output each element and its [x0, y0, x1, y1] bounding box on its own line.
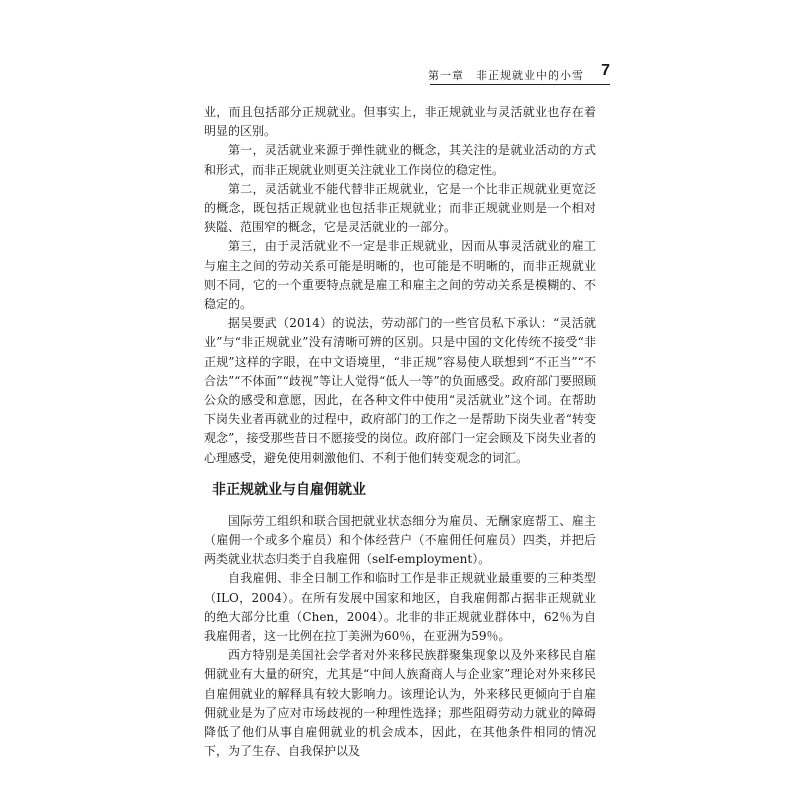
header-rule	[430, 84, 610, 85]
section-heading: 非正规就业与自雇佣就业	[212, 481, 366, 498]
page-header	[430, 62, 610, 84]
page-body	[204, 103, 596, 762]
paragraph-wu-yaowu: 据吴要武（2014）的说法，劳动部门的一些官员私下承认：“灵活就业”与“非正规就业”没有清晰可辨的区别。只是中国的文化传统不接受“非正规”这样的字眼，在中文语境里，“非正规”容易使人联想到“不正当”“不合法”“不体面”“歧视”等让人觉得“低人一等”的负面感受。政府部门要照顾公众的感受和意愿，因此，在各种文件中使用“灵活就业”这个词。在帮助下岗失业者再就业的过程中，政府部门的工作之一是帮助下岗失业者“转变观念”，接受那些昔日不愿接受的岗位。政府部门一定会顾及下岗失业者的心理感受，避免使用刺激他们、不利于他们转变观念的词汇。	[204, 316, 596, 465]
paragraph-ilo-classification: 国际劳工组织和联合国把就业状态细分为雇员、无酬家庭帮工、雇主（雇佣一个或多个雇员）和个体经营户（不雇佣任何雇员）四类，并把后两类就业状态归类于自我雇佣（self-employment）。	[204, 513, 596, 567]
paragraph-first-difference: 第一，灵活就业来源于弹性就业的概念，其关注的是就业活动的方式和形式，而非正规就业则更关注就业工作岗位的稳定性。	[204, 143, 596, 177]
paragraph-third-difference: 第三，由于灵活就业不一定是非正规就业，因而从事灵活就业的雇工与雇主之间的劳动关系可能是明晰的，也可能是不明晰的，而非正规就业则不同，它的一个重要特点就是雇工和雇主之间的劳动关系是模糊的、不稳定的。	[204, 239, 596, 312]
running-title: 第一章 非正规就业中的小雪	[428, 69, 584, 82]
page-number: 7	[601, 62, 610, 79]
paragraph-continued: 业，而且包括部分正规就业。但事实上，非正规就业与灵活就业也存在着明显的区别。	[204, 105, 596, 139]
paragraph-western-research: 西方特别是美国社会学者对外来移民族群聚集现象以及外来移民自雇佣就业有大量的研究，尤其是“中间人族裔商人与企业家”理论对外来移民自雇佣就业的解释具有较大影响力。该理论认为，外来移民更倾向于自雇佣就业是为了应对市场歧视的一种理性选择；那些阻碍劳动力就业的障碍降低了他们从事自雇佣就业的机会成本，因此，在其他条件相同的情况下，为了生存、自我保护以及	[204, 648, 596, 759]
paragraph-self-employment-types: 自我雇佣、非全日制工作和临时工作是非正规就业最重要的三种类型（ILO，2004）。在所有发展中国家和地区，自我雇佣都占据非正规就业的绝大部分比重（Chen，2004）。北非的非正规就业群体中，62％为自我雇佣者，这一比例在拉丁美洲为60％，在亚洲为59％。	[204, 571, 596, 644]
paragraph-second-difference: 第二，灵活就业不能代替非正规就业，它是一个比非正规就业更宽泛的概念，既包括正规就业也包括非正规就业；而非正规就业则是一个相对狭隘、范围窄的概念，它是灵活就业的一部分。	[204, 181, 596, 235]
